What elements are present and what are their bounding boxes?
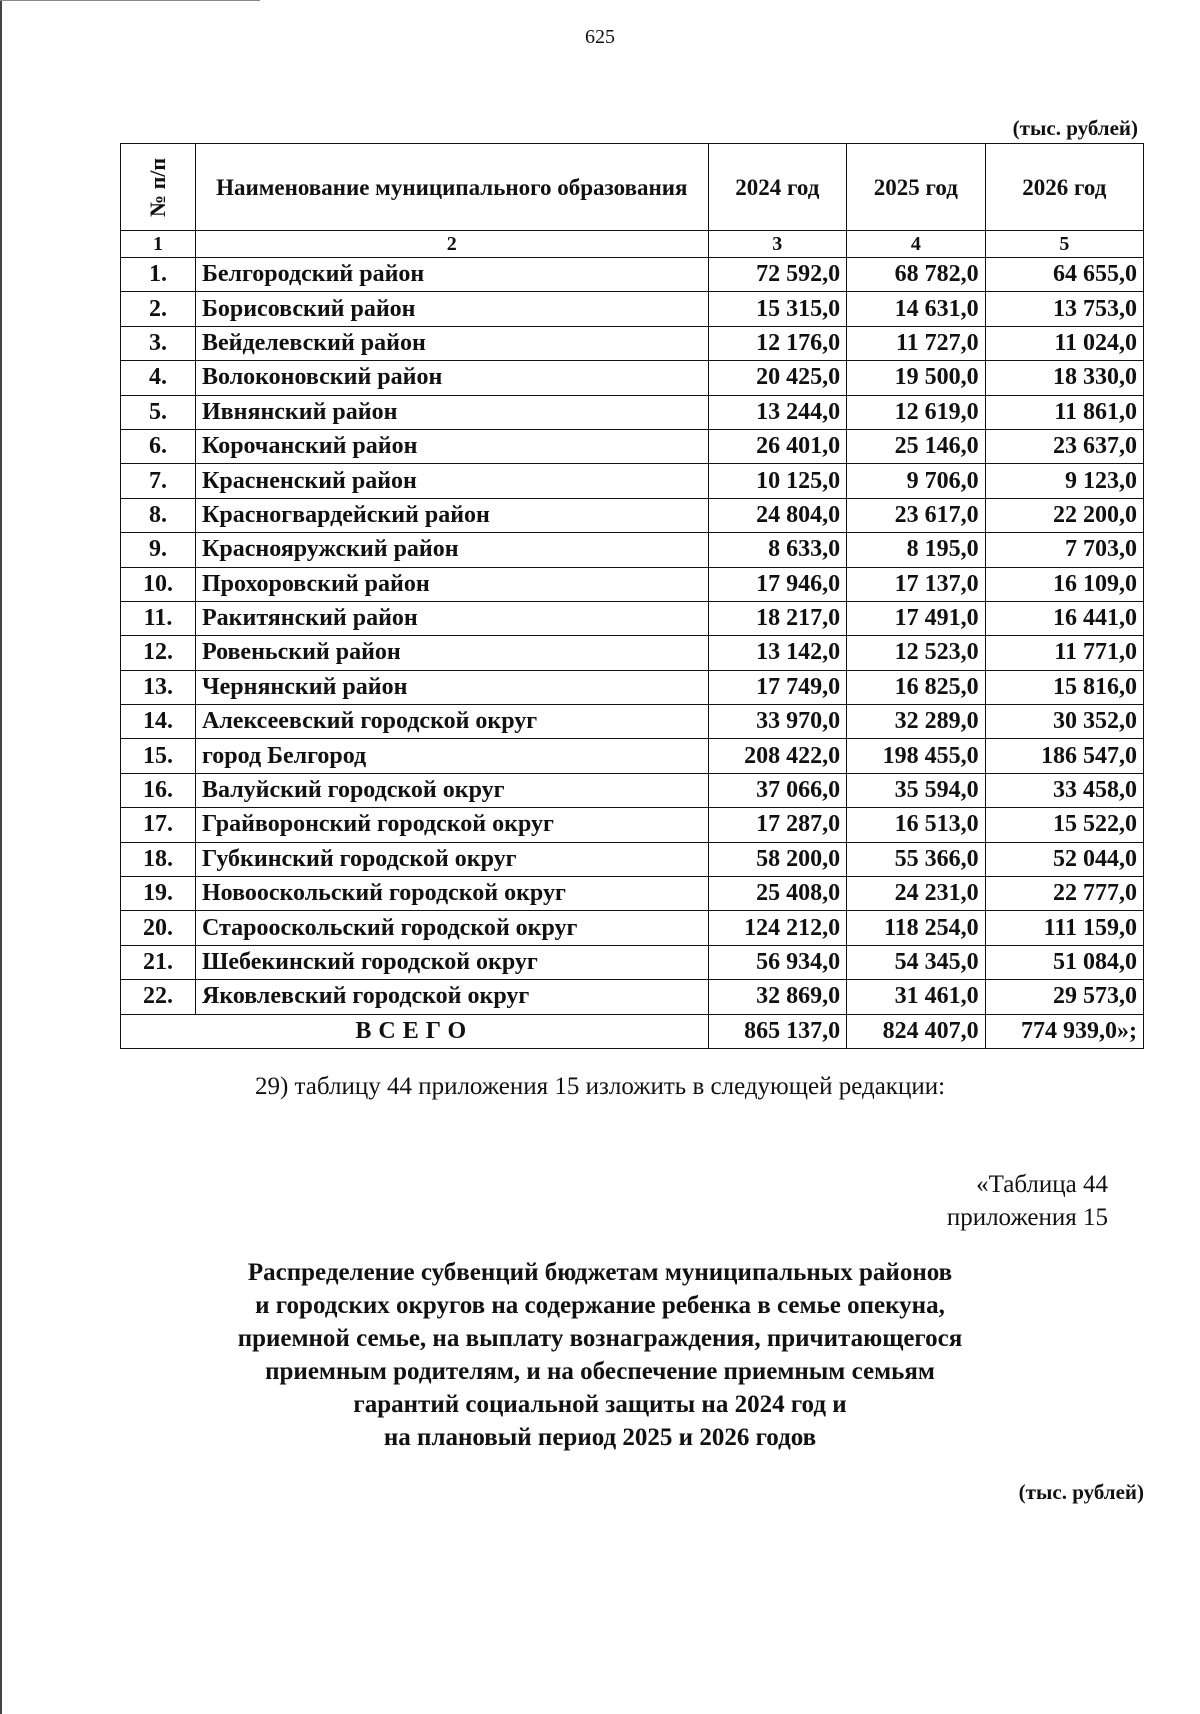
table-reference-line: приложения 15 — [946, 1204, 1108, 1231]
value-2026: 22 200,0 — [985, 498, 1143, 532]
value-2025: 11 727,0 — [847, 326, 986, 360]
value-2025: 14 631,0 — [847, 292, 986, 326]
header-no — [121, 144, 196, 231]
value-2026: 15 522,0 — [985, 808, 1143, 842]
value-2025: 16 825,0 — [847, 670, 986, 704]
value-2025: 12 523,0 — [847, 636, 986, 670]
column-number: 3 — [708, 231, 847, 258]
municipality-name: Новооскольский городской округ — [196, 877, 709, 911]
value-2026: 29 573,0 — [985, 980, 1143, 1014]
municipality-name: Грайворонский городской округ — [196, 808, 709, 842]
value-2025: 12 619,0 — [847, 395, 986, 429]
table-reference-line: «Таблица 44 — [976, 1171, 1108, 1198]
column-number: 4 — [847, 231, 986, 258]
table-header-row — [121, 144, 1144, 231]
column-number: 1 — [121, 231, 196, 258]
value-2025: 17 491,0 — [847, 601, 986, 635]
table-row — [121, 705, 1144, 739]
row-number: 14. — [121, 705, 196, 739]
subvention-table — [120, 143, 1144, 1049]
header-no-text: № п/п — [145, 157, 171, 217]
value-2026: 186 547,0 — [985, 739, 1143, 773]
table-row — [121, 670, 1144, 704]
municipality-name: Ивнянский район — [196, 395, 709, 429]
row-number: 19. — [121, 877, 196, 911]
value-2026: 23 637,0 — [985, 429, 1143, 463]
table-reference — [947, 1168, 1108, 1234]
municipality-name: Шебекинский городской округ — [196, 945, 709, 979]
value-2024: 10 125,0 — [708, 464, 847, 498]
title-line: на плановый период 2025 и 2026 годов — [383, 1424, 817, 1451]
value-2026: 11 861,0 — [985, 395, 1143, 429]
table-row — [121, 773, 1144, 807]
value-2026: 51 084,0 — [985, 945, 1143, 979]
row-number: 5. — [121, 395, 196, 429]
row-number: 1. — [121, 258, 196, 292]
municipality-name: Ракитянский район — [196, 601, 709, 635]
title-line: Распределение субвенций бюджетам муниципальных районов — [247, 1259, 953, 1286]
municipality-name: Белгородский район — [196, 258, 709, 292]
value-2026: 18 330,0 — [985, 361, 1143, 395]
scan-top-line — [0, 0, 260, 1]
value-2025: 17 137,0 — [847, 567, 986, 601]
value-2025: 16 513,0 — [847, 808, 986, 842]
municipality-name: Красненский район — [196, 464, 709, 498]
value-2024: 17 287,0 — [708, 808, 847, 842]
value-2025: 32 289,0 — [847, 705, 986, 739]
value-2026: 11 771,0 — [985, 636, 1143, 670]
municipality-name: Красногвардейский район — [196, 498, 709, 532]
table-row — [121, 601, 1144, 635]
value-2024: 15 315,0 — [708, 292, 847, 326]
amendment-instruction: 29) таблицу 44 приложения 15 изложить в следующей редакции: — [254, 1073, 946, 1100]
value-2025: 118 254,0 — [847, 911, 986, 945]
row-number: 6. — [121, 429, 196, 463]
row-number: 12. — [121, 636, 196, 670]
table-row — [121, 429, 1144, 463]
value-2024: 8 633,0 — [708, 533, 847, 567]
row-number: 7. — [121, 464, 196, 498]
total-2024: 865 137,0 — [708, 1014, 847, 1048]
page-number: 625 — [585, 26, 615, 48]
value-2024: 13 244,0 — [708, 395, 847, 429]
value-2024: 58 200,0 — [708, 842, 847, 876]
total-2025: 824 407,0 — [847, 1014, 986, 1048]
value-2026: 111 159,0 — [985, 911, 1143, 945]
row-number: 17. — [121, 808, 196, 842]
header-name: Наименование муниципального образования — [196, 144, 709, 231]
column-number: 5 — [985, 231, 1143, 258]
value-2025: 9 706,0 — [847, 464, 986, 498]
row-number: 20. — [121, 911, 196, 945]
table-row — [121, 877, 1144, 911]
row-number: 11. — [121, 601, 196, 635]
value-2024: 37 066,0 — [708, 773, 847, 807]
value-2025: 24 231,0 — [847, 877, 986, 911]
column-number: 2 — [196, 231, 709, 258]
value-2025: 54 345,0 — [847, 945, 986, 979]
row-number: 22. — [121, 980, 196, 1014]
municipality-name: Чернянский район — [196, 670, 709, 704]
table-row — [121, 567, 1144, 601]
header-2026: 2026 год — [985, 144, 1143, 231]
table-row — [121, 292, 1144, 326]
value-2026: 52 044,0 — [985, 842, 1143, 876]
row-number: 8. — [121, 498, 196, 532]
value-2024: 17 749,0 — [708, 670, 847, 704]
units-label-top: (тыс. рублей) — [1012, 116, 1138, 140]
table-row — [121, 464, 1144, 498]
value-2025: 19 500,0 — [847, 361, 986, 395]
table-row — [121, 945, 1144, 979]
value-2024: 25 408,0 — [708, 877, 847, 911]
value-2024: 13 142,0 — [708, 636, 847, 670]
table-row — [121, 258, 1144, 292]
row-number: 10. — [121, 567, 196, 601]
value-2024: 20 425,0 — [708, 361, 847, 395]
value-2024: 24 804,0 — [708, 498, 847, 532]
row-number: 15. — [121, 739, 196, 773]
table-row — [121, 361, 1144, 395]
value-2025: 55 366,0 — [847, 842, 986, 876]
value-2026: 22 777,0 — [985, 877, 1143, 911]
value-2025: 31 461,0 — [847, 980, 986, 1014]
total-2026: 774 939,0»; — [985, 1014, 1143, 1048]
column-number-row — [121, 231, 1144, 258]
municipality-name: Прохоровский район — [196, 567, 709, 601]
value-2025: 23 617,0 — [847, 498, 986, 532]
value-2024: 124 212,0 — [708, 911, 847, 945]
value-2024: 208 422,0 — [708, 739, 847, 773]
value-2026: 13 753,0 — [985, 292, 1143, 326]
value-2024: 18 217,0 — [708, 601, 847, 635]
municipality-name: Валуйский городской округ — [196, 773, 709, 807]
row-number: 16. — [121, 773, 196, 807]
title-line: приемной семье, на выплату вознаграждения, причитающегося — [237, 1325, 963, 1352]
value-2024: 17 946,0 — [708, 567, 847, 601]
municipality-name: Вейделевский район — [196, 326, 709, 360]
total-label: ВСЕГО — [121, 1014, 709, 1048]
table-row — [121, 980, 1144, 1014]
value-2026: 64 655,0 — [985, 258, 1143, 292]
value-2026: 15 816,0 — [985, 670, 1143, 704]
row-number: 13. — [121, 670, 196, 704]
municipality-name: Яковлевский городской округ — [196, 980, 709, 1014]
value-2026: 16 441,0 — [985, 601, 1143, 635]
municipality-name: Краснояружский район — [196, 533, 709, 567]
table-row — [121, 911, 1144, 945]
table-row — [121, 808, 1144, 842]
table-row — [121, 842, 1144, 876]
row-number: 21. — [121, 945, 196, 979]
value-2026: 33 458,0 — [985, 773, 1143, 807]
value-2026: 11 024,0 — [985, 326, 1143, 360]
table-row — [121, 395, 1144, 429]
municipality-name: Старооскольский городской округ — [196, 911, 709, 945]
value-2024: 32 869,0 — [708, 980, 847, 1014]
municipality-name: Волоконовский район — [196, 361, 709, 395]
municipality-name: Корочанский район — [196, 429, 709, 463]
value-2026: 7 703,0 — [985, 533, 1143, 567]
row-number: 9. — [121, 533, 196, 567]
row-number: 4. — [121, 361, 196, 395]
value-2024: 56 934,0 — [708, 945, 847, 979]
table-row — [121, 739, 1144, 773]
value-2024: 12 176,0 — [708, 326, 847, 360]
table-row — [121, 498, 1144, 532]
title-line: и городских округов на содержание ребенка в семье опекуна, — [255, 1292, 945, 1319]
header-2025: 2025 год — [847, 144, 986, 231]
value-2026: 16 109,0 — [985, 567, 1143, 601]
scan-edge-line — [0, 0, 2, 1714]
value-2026: 30 352,0 — [985, 705, 1143, 739]
municipality-name: Ровеньский район — [196, 636, 709, 670]
title-line: гарантий социальной защиты на 2024 год и — [353, 1391, 847, 1418]
value-2025: 25 146,0 — [847, 429, 986, 463]
section-title — [100, 1256, 1100, 1454]
total-row — [121, 1014, 1144, 1048]
value-2025: 35 594,0 — [847, 773, 986, 807]
value-2025: 198 455,0 — [847, 739, 986, 773]
row-number: 2. — [121, 292, 196, 326]
table-row — [121, 533, 1144, 567]
table-row — [121, 636, 1144, 670]
value-2024: 72 592,0 — [708, 258, 847, 292]
value-2025: 8 195,0 — [847, 533, 986, 567]
units-label-bottom: (тыс. рублей) — [1018, 1480, 1144, 1504]
header-2024: 2024 год — [708, 144, 847, 231]
table-row — [121, 326, 1144, 360]
value-2025: 68 782,0 — [847, 258, 986, 292]
title-line: приемным родителям, и на обеспечение приемным семьям — [265, 1358, 935, 1385]
value-2026: 9 123,0 — [985, 464, 1143, 498]
municipality-name: Губкинский городской округ — [196, 842, 709, 876]
municipality-name: Борисовский район — [196, 292, 709, 326]
municipality-name: город Белгород — [196, 739, 709, 773]
value-2024: 26 401,0 — [708, 429, 847, 463]
municipality-name: Алексеевский городской округ — [196, 705, 709, 739]
row-number: 3. — [121, 326, 196, 360]
row-number: 18. — [121, 842, 196, 876]
value-2024: 33 970,0 — [708, 705, 847, 739]
